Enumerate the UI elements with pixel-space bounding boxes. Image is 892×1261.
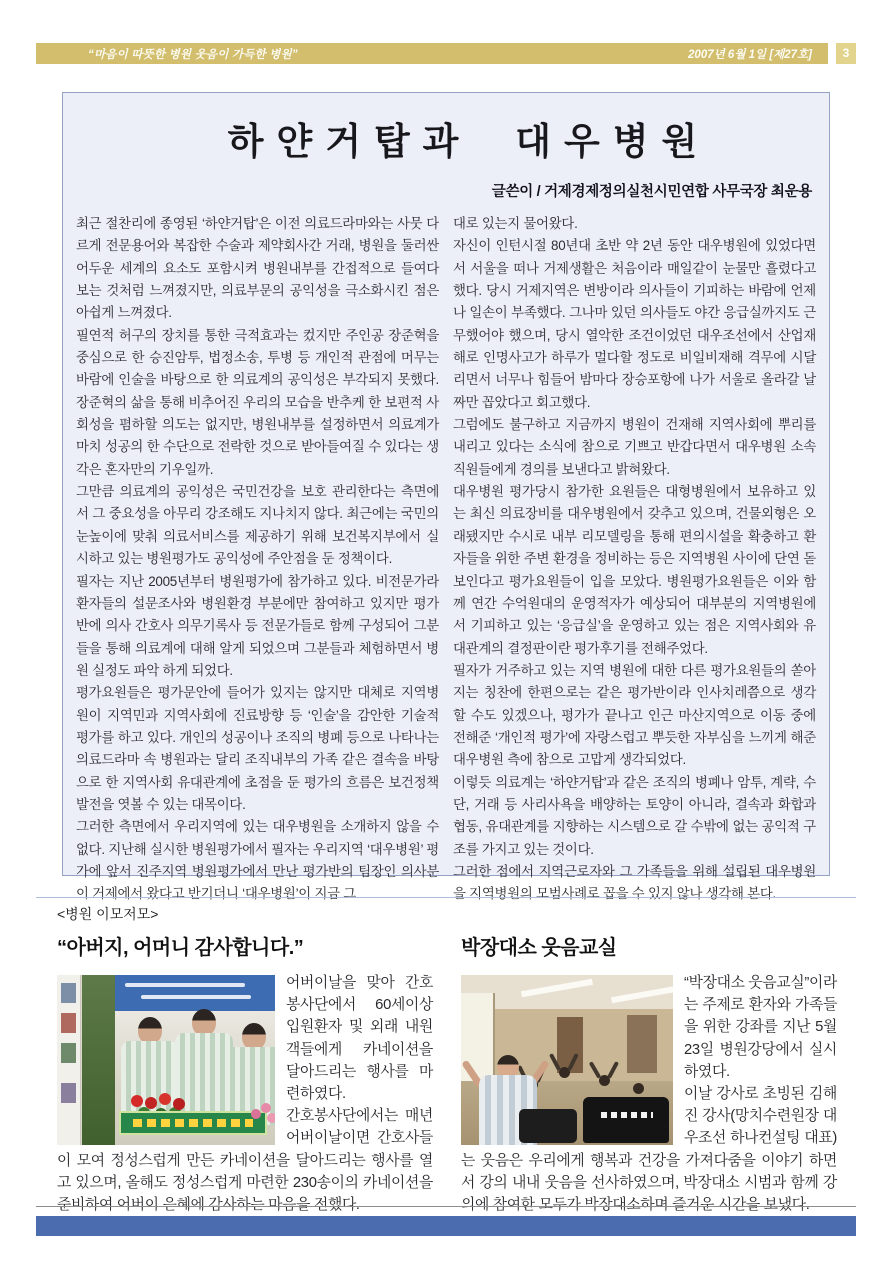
banner-text-line	[125, 983, 245, 987]
photo-thumbnail	[61, 1083, 76, 1103]
main-article-byline: 글쓴이 / 거제경제정의실천시민연합 사무국장 최운용	[491, 184, 812, 200]
paragraph: 대로 있는지 물어왔다.	[453, 216, 578, 231]
banner-text-line	[141, 995, 251, 999]
photo-door	[627, 1015, 657, 1073]
photo-green-sign	[119, 1111, 267, 1135]
article-thanks-parents	[57, 931, 433, 1216]
article-body	[57, 972, 433, 1216]
pink-flowers	[261, 1103, 271, 1113]
wheelchair	[519, 1109, 577, 1143]
article-body	[461, 972, 837, 1216]
section-label: <병원 이모저모>	[57, 906, 159, 922]
section-divider-rule	[36, 897, 856, 898]
photo-blue-banner	[115, 975, 275, 1011]
ceiling-light	[521, 979, 593, 997]
page-number: 3	[836, 43, 856, 64]
laughter-class-photo	[461, 975, 673, 1145]
article-title: “아버지, 어머니 감사합니다.”	[57, 937, 304, 959]
carnation-event-photo	[57, 975, 275, 1145]
header-slogan: “마음이 따뜻한 병원 웃음이 가득한 병원”	[88, 48, 298, 61]
article-title: 박장대소 웃음교실	[461, 937, 617, 959]
paragraph: 그럼에도 불구하고 지금까지 병원이 건재해 지역사회에 뿌리를 내리고 있다는 소식에 참으로 기쁘고 반갑다면서 대우병원 소속 직원들에게 경의를 보낸다고 밝혀왔다.	[453, 417, 816, 477]
footer-divider-rule	[36, 1206, 856, 1207]
paragraph: 그러한 측면에서 우리지역에 있는 대우병원을 소개하지 않을 수 없다. 지난해 실시한 병원평가에서 필자는 우리지역 ‘대우병원’ 평가에 앞서 진주지역 병원평가에서 만난 평가반의 팀장인 의사분이 거제에서 왔다고 반기더니 ‘대우병원’이 지금 그	[76, 819, 439, 902]
ceiling-light	[611, 985, 673, 1003]
article-right-column	[453, 213, 816, 906]
main-article-box	[62, 92, 830, 902]
header-bar	[36, 43, 828, 64]
footer-bar	[36, 1216, 856, 1236]
article-left-column	[76, 213, 439, 906]
paragraph: 이날 강사로 초빙된 김해진 강사(망치수련원장 대우조선 하나컨설팅 대표)는 웃음은 우리에게 행복과 건강을 가져다줌을 이야기 하면서 강의 내내 웃음을 선사하였으며, 박장대소 시범과 함께 강의에 참여한 모두가 박장대소하며 즐거운 시간을 보냈다.	[461, 1086, 837, 1214]
figure-head	[192, 1009, 216, 1036]
wheelchair-lettering	[601, 1112, 653, 1118]
main-article-title: 하얀거탑과 대우병원	[227, 119, 711, 163]
photo-thumbnail	[61, 1013, 76, 1033]
article-columns	[76, 213, 816, 906]
photo-banner-strip	[57, 975, 81, 1145]
carnation-flowers	[131, 1095, 143, 1107]
paragraph: 필연적 허구의 장치를 통한 극적효과는 컸지만 주인공 장준혁을 중심으로 한 승진암투, 법정소송, 투병 등 개인적 관점에 머무는 바람에 인술을 바탕으로 한 의료계의 공익성은 부각되지 못했다. 장준혁의 삶을 통해 비추어진 우리의 모습을 반추케 한 보편적 사회성을 폄하할 의도는 없지만, 병원내부를 설정하면서 의료계가 마치 성공의 한 수단으로 전락한 것으로 받아들여질 수 있다는 생각은 혼자만의 기우일까.	[76, 327, 439, 477]
wheelchair	[583, 1097, 669, 1143]
paragraph: 어버이날을 맞아 간호봉사단에서 60세이상 입원환자 및 외래 내원객들에게 카네이션을 달아드리는 행사를 마련하였다.	[286, 975, 433, 1103]
photo-thumbnail	[61, 1043, 76, 1063]
paragraph: 그만큼 의료계의 공익성은 국민건강을 보호 관리한다는 측면에서 그 중요성을 아무리 강조해도 지나치지 않다. 최근에는 국민의 눈높이에 맞춰 의료서비스를 제공하기 위해 보건복지부에서 실시하고 있는 병원평가도 공익성에 주안점을 둔 정책이다.	[76, 484, 439, 567]
paragraph: 필자가 거주하고 있는 지역 병원에 대한 다른 평가요원들의 쏟아지는 칭찬에 한편으로는 같은 평가반이라 인사치레쯤으로 생각할 수도 있겠으나, 평가가 끝나고 인근 마산지역으로 이동 중에 전해준 ‘개인적 평가’에 자랑스럽고 뿌듯한 자부심을 느끼게 해준 대우병원 측에 참으로 고맙게 생각되었다.	[453, 662, 816, 768]
paragraph: 간호봉사단에서는 매년 어버이날이면 간호사들이 모여 정성스럽게 만든 카네이션을 달아드리는 행사를 열고 있으며, 올해도 정성스럽게 마련한 230송이의 카네이션을 준비하여 어버이 은혜에 감사하는 마음을 전했다.	[57, 1108, 433, 1214]
paragraph: “박장대소 웃음교실”이라는 주제로 환자와 가족들을 위한 강좌를 지난 5월 23일 병원강당에서 실시하였다.	[684, 975, 838, 1080]
photo-thumbnail	[61, 983, 76, 1003]
paragraph: 평가요원들은 평가문안에 들어가 있지는 않지만 대체로 지역병원이 지역민과 지역사회에 진료방향 등 ‘인술’을 감안한 기술적 평가를 하고 있다. 개인의 성공이나 조직의 병폐 등으로 나타나는 의료드라마 속 병원과는 달리 조직내부의 가족 같은 결속을 바탕으로 한 지역사회 유대관계에 초점을 둔 평가의 흐름은 보건정책 발전을 엿볼 수 있는 대목이다.	[76, 685, 439, 812]
paragraph: 대우병원 평가당시 참가한 요원들은 대형병원에서 보유하고 있는 최신 의료장비를 대우병원에서 갖추고 있으며, 건물외형은 오래됐지만 수시로 내부 리모델링을 통해 편의시설을 확충하고 환자들을 위한 주변 환경을 정비하는 등은 지역병원 사이에 단연 돋보인다고 평가요원들이 입을 모았다. 병원평가요원들은 이와 함께 연간 수억원대의 운영적자가 예상되어 대부분의 지역병원에서 기피하고 있는 ‘응급실’을 운영하고 있는 점은 지역사회와 유대관계의 결정판이란 평가후기를 전해주었다.	[453, 484, 816, 656]
bottom-articles	[57, 931, 837, 1216]
paragraph: 이렇듯 의료계는 ‘하얀거탑’과 같은 조직의 병폐나 암투, 계략, 수단, 거래 등 사리사욕을 배양하는 토양이 아니라, 결속과 화합과 협동, 유대관계를 지향하는 시스템으로 갈 수밖에 없는 공익적 구조를 가지고 있는 것이다.	[453, 774, 816, 857]
paragraph: 필자는 지난 2005년부터 병원평가에 참가하고 있다. 비전문가라 환자들의 설문조사와 병원환경 부분에만 참여하고 있지만 평가 반에 의사 간호사 의무기록사 등 전문가들로 함께 구성되어 그분들을 통해 의료계에 대해 알게 되었으며 그분들과 체험하면서 병원 실정도 파악 하게 되었다.	[76, 573, 439, 678]
figure-head	[138, 1017, 162, 1044]
photo-foliage	[82, 975, 115, 1145]
article-laughter-class	[461, 931, 837, 1216]
figure-body	[121, 1041, 179, 1119]
paragraph: 그러한 점에서 지역근로자와 그 가족들을 위해 설립된 대우병원을 지역병원의 모범사례로 꼽을 수 있지 않나 생각해 본다.	[453, 863, 816, 902]
paragraph: 최근 절찬리에 종영된 ‘하얀거탑’은 이전 의료드라마와는 사뭇 다르게 전문용어와 복잡한 수술과 제약회사간 거래, 병원을 둘러싼 어두운 세계의 요소도 포함시켜 병원내부를 간접적으로 들여다보는 것처럼 느껴졌지만, 의료부문의 공익성을 극소화시킨 점은 아쉽게 느껴졌다.	[76, 216, 439, 321]
sign-text-line	[133, 1119, 253, 1127]
figure-head	[242, 1023, 266, 1050]
photo-nurse-figure	[121, 1017, 179, 1119]
audience-figure	[633, 1083, 644, 1094]
header-date-issue: 2007년 6월 1일 [제27호]	[688, 48, 812, 61]
paragraph: 자신이 인턴시절 80년대 초반 약 2년 동안 대우병원에 있었다면서 서울을 떠나 거제생활은 처음이라 매일같이 눈물만 흘렸다고 했다. 당시 거제지역은 변방이라 의사들이 기피하는 바람에 언제나 일손이 부족했다. 그나마 있던 의사들도 야간 응급실까지도 근무했어야 했으며, 당시 열악한 조건이었던 대우조선에서 산업재해로 인명사고가 하루가 멀다할 정도로 비일비재해 격무에 시달리면서 너무나 힘들어 밤마다 장승포항에 나가 서울로 올라갈 날짜만 꼽았다고 회고했다.	[453, 238, 816, 410]
